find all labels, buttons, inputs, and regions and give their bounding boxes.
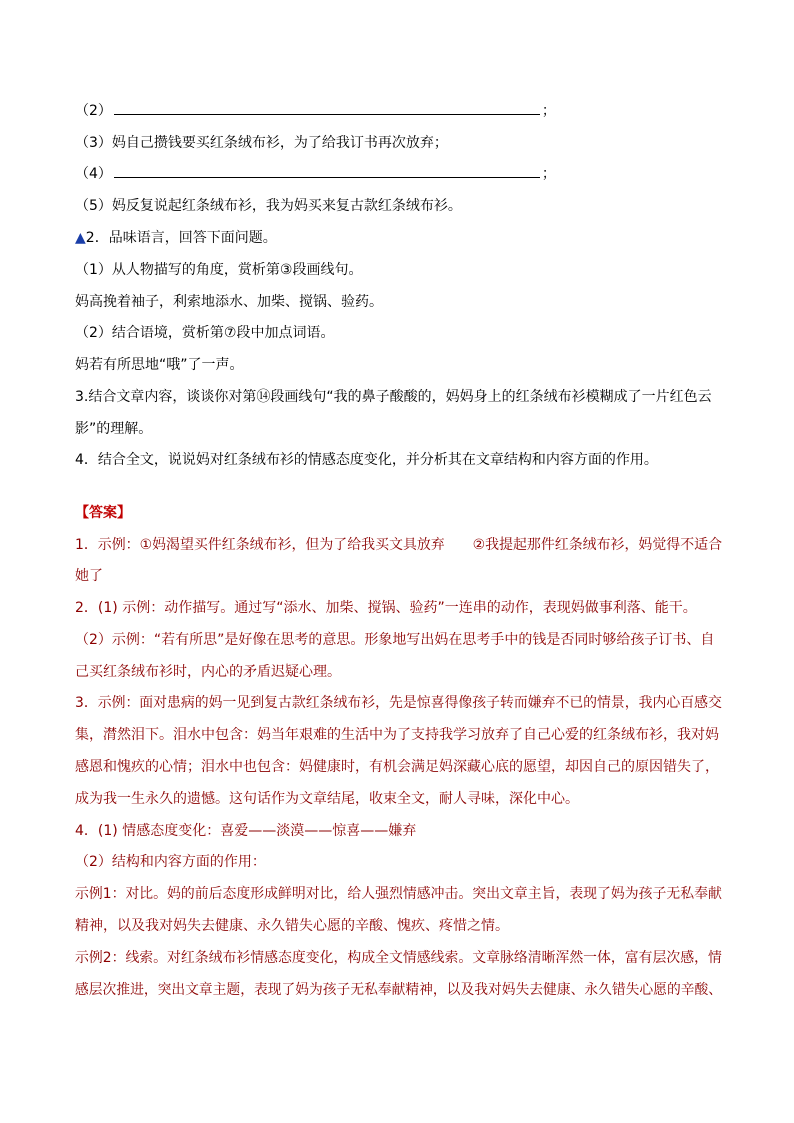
- item-end-punct: ；: [541, 103, 556, 119]
- example-1-line: 示例1：对比。妈的前后态度形成鲜明对比，给人强烈情感冲击。突出文章主旨，表现了妈为孩子无私奉献: [75, 886, 722, 902]
- q4: 4．结合全文，说说妈对红条绒布衫的情感态度变化，并分析其在文章结构和内容方面的作用。: [75, 452, 658, 468]
- q3-line2: 影”的理解。: [75, 421, 153, 437]
- q2-sub1: （1）从人物描写的角度，赏析第③段画线句。: [75, 262, 363, 278]
- answer-2-1: 2．(1) 示例：动作描写。通过写“添水、加柴、搅锅、验药”一连串的动作，表现妈做事利落、能干。: [75, 600, 697, 616]
- answer-4-2: （2）结构和内容方面的作用：: [75, 854, 266, 870]
- q3-line1: 3.结合文章内容，谈谈你对第⑭段画线句“我的鼻子酸酸的，妈妈身上的红条绒布衫模糊成了一片红色云: [75, 389, 712, 405]
- answer-blank[interactable]: [114, 165, 540, 178]
- answer-2-2-line2: 己买红条绒布衫时，内心的矛盾迟疑心理。: [75, 664, 341, 680]
- q1-item-5: （5）妈反复说起红条绒布衫，我为妈买来复古款红条绒布衫。: [75, 198, 462, 214]
- q1-item-3: （3）妈自己攒钱要买红条绒布衫，为了给我订书再次放弃；: [75, 135, 448, 151]
- example-1-line: 精神，以及我对妈失去健康、永久错失心愿的辛酸、愧疚、疼惜之情。: [75, 918, 509, 934]
- answer-blank[interactable]: [114, 102, 540, 115]
- q1-item-4: [75, 164, 556, 184]
- item-number: （4）: [75, 166, 112, 182]
- answer-1-part-b: ②我提起那件红条绒布衫，妈觉得不适合: [472, 537, 723, 553]
- q2-title-text: 2．品味语言，回答下面问题。: [85, 230, 277, 246]
- q2-title: [75, 228, 277, 248]
- answer-2-2-line1: （2）示例：“若有所思”是好像在思考的意思。形象地写出妈在思考手中的钱是否同时够给孩子订书、自: [75, 632, 715, 648]
- example-2-line: 感层次推进，突出文章主题，表现了妈为孩子无私奉献精神，以及我对妈失去健康、永久错失心愿的辛酸、: [75, 982, 723, 998]
- q2-sub2-quote: 妈若有所思地“哦”了一声。: [75, 357, 244, 373]
- q1-item-2: [75, 101, 556, 121]
- item-number: （2）: [75, 103, 112, 119]
- answer-1-line2: 她了: [75, 568, 103, 584]
- answer-3-line: 3．示例：面对患病的妈一见到复古款红条绒布衫，先是惊喜得像孩子转而嫌弃不已的情景，我内心百感交: [75, 695, 722, 711]
- triangle-marker-icon: ▲: [75, 230, 86, 246]
- q2-sub1-quote: 妈高挽着袖子，利索地添水、加柴、搅锅、验药。: [75, 294, 383, 310]
- answer-1-part-a: 1．示例：①妈渴望买件红条绒布衫，但为了给我买文具放弃: [75, 537, 445, 553]
- answer-3-line: 成为我一生永久的遗憾。这句话作为文章结尾，收束全文，耐人寻味，深化中心。: [75, 791, 579, 807]
- answer-3-line: 集，潸然泪下。泪水中包含：妈当年艰难的生活中为了支持我学习放弃了自己心爱的红条绒布衫，我对妈: [75, 727, 719, 743]
- q2-sub2: （2）结合语境，赏析第⑦段中加点词语。: [75, 325, 335, 341]
- answer-4-1: 4．(1) 情感态度变化：喜爱——淡漠——惊喜——嫌弃: [75, 823, 417, 839]
- answer-3-line: 感恩和愧疚的心情；泪水中也包含：妈健康时，有机会满足妈深藏心底的愿望，却因自己的原因错失了，: [75, 759, 719, 775]
- answer-1-line1: [75, 535, 722, 555]
- item-end-punct: ；: [541, 166, 556, 182]
- answer-label: 【答案】: [75, 505, 131, 521]
- example-2-line: 示例2：线索。对红条绒布衫情感态度变化，构成全文情感线索。文章脉络清晰浑然一体，富有层次感，情: [75, 950, 722, 966]
